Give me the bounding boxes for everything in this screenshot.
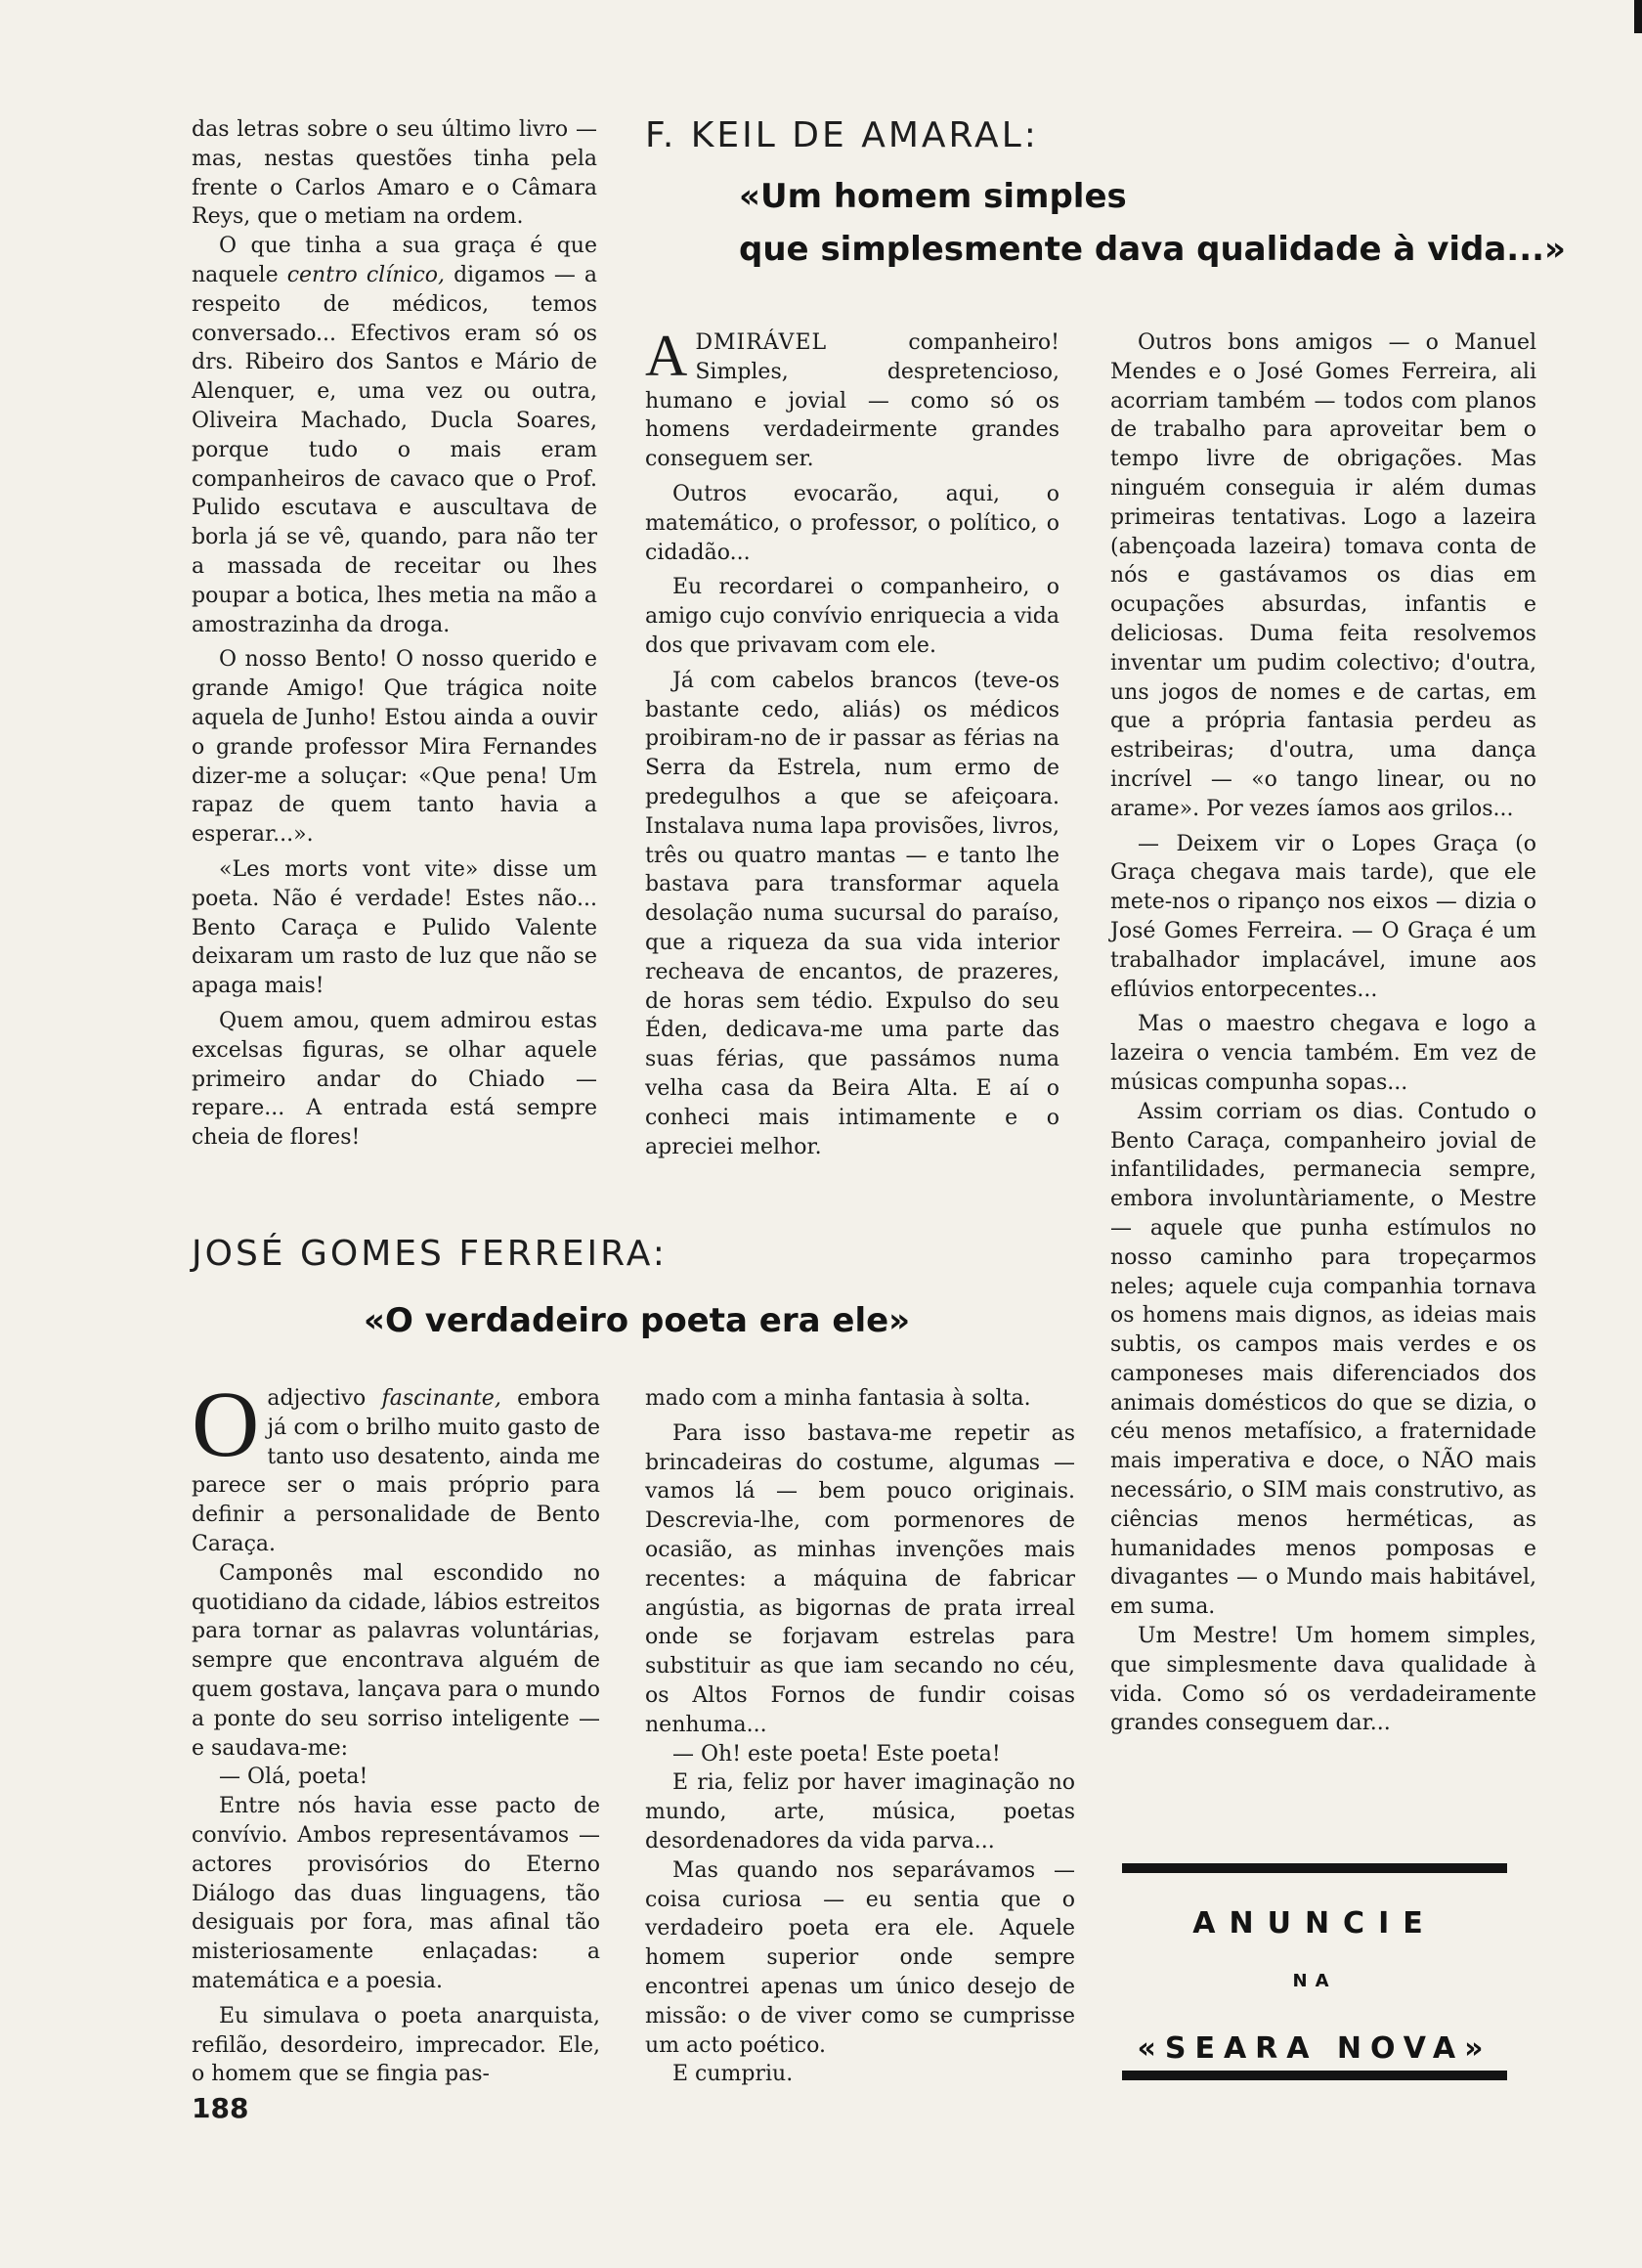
- paragraph: Para isso bastava-me repetir as brincadeiras do costume, algumas — vamos lá — bem pouco originais. Descrevia-lhe, com pormenores de ocasião, as minhas invenções mais recentes: a máquina de fabricar angústia, as bigornas de prata irreal onde se forjavam estrelas para substituir as que iam secando no céu, os Altos Fornos de fundir coisas nenhuma...: [645, 1420, 1075, 1737]
- text-run: companheiro! Simples, despretencioso, humano e jovial — como só os homens verdadeirmente grandes conseguem ser.: [645, 330, 1059, 472]
- section-heading-jgf: JOSÉ GOMES FERREIRA:: [192, 1234, 668, 1274]
- paragraph: Entre nós havia esse pacto de convívio. Ambos representávamos — actores provisórios do Eterno Diálogo das duas linguagens, tão desiguais por fora, mas afinal tão misteriosamente enlaçadas: a matemática e a poesia.: [192, 1794, 600, 1993]
- ad-bottom-rule: [1122, 2071, 1507, 2080]
- paragraph: Camponês mal escondido no quotidiano da cidade, lábios estreitos para tornar as palavras voluntárias, sempre que encontrava alguém de quem gostava, lançava para o mundo a ponte do seu sorriso inteligente — e saudava-me:: [192, 1560, 600, 1761]
- drop-cap: O: [192, 1372, 260, 1476]
- paragraph: [645, 324, 1059, 474]
- ad-line-seara-nova: «SEARA NOVA»: [1137, 2031, 1492, 2066]
- drop-cap: A: [645, 324, 688, 388]
- paragraph: — Olá, poeta!: [219, 1765, 368, 1790]
- paragraph: Um Mestre! Um homem simples, que simplesmente dava qualidade à vida. Como só os verdadeiramente grandes conseguem dar...: [1110, 1624, 1536, 1736]
- text-run: digamos — a respeito de médicos, temos conversado... Efectivos eram só os drs. Ribeiro dos Santos e Mário de Alenquer, e, uma vez ou outra, Oliveira Machado, Ducla Soares, porque tudo o mais eram companheiros de cavaco que o Prof. Pulido escutava e auscultava de borla já se vê, quando, para não ter a massada de receitar ou lhes poupar a botica, lhes metia na mão a amostrazinha da droga.: [192, 262, 598, 637]
- page-number: 188: [192, 2092, 249, 2124]
- column-continuation: [192, 115, 597, 1153]
- paragraph: Quem amou, quem admirou estas excelsas figuras, se olhar aquele primeiro andar do Chiado — repare... A entrada está sempre cheia de flores!: [192, 1008, 597, 1151]
- column-jgf-2: [645, 1384, 1075, 2089]
- ad-line-na: NA: [1292, 1971, 1337, 1991]
- text-run: O que tinha a sua graça é que naquele: [192, 234, 597, 287]
- paragraph: — Deixem vir o Lopes Graça (o Graça chegava mais tarde), que ele mete-nos o ripanço nos eixos — dizia o José Gomes Ferreira. — O Graça é um trabalhador implacável, imune aos eflúvios entorpecentes...: [1110, 831, 1536, 1002]
- paragraph: das letras sobre o seu último livro — mas, nestas questões tinha pela frente o Carlos Amaro e o Câmara Reys, que o metiam na ordem.: [192, 117, 597, 230]
- page-edge-mark: [1634, 0, 1642, 33]
- ad-line-anuncie: ANUNCIE: [1192, 1906, 1437, 1941]
- paragraph: Mas quando nos separávamos — coisa curiosa — eu sentia que o verdadeiro poeta era ele. Aquele homem superior onde sempre encontrei apenas um único desejo de missão: o de viver como se cumprisse um acto poético.: [645, 1857, 1075, 2058]
- paragraph: O nosso Bento! O nosso querido e grande Amigo! Que trágica noite aquela de Junho! Estou ainda a ouvir o grande professor Mira Fernandes dizer-me a soluçar: «Que pena! Um rapaz de quem tanto havia a esperar...».: [192, 647, 597, 848]
- section-heading-keil: F. KEIL DE AMARAL:: [645, 115, 1039, 155]
- paragraph: Assim corriam os dias. Contudo o Bento Caraça, companheiro jovial de infantilidades, permanecia sempre, embora involuntàriamente, o Mestre — aquele que punha estímulos no nosso caminho para tropeçarmos neles; aquele cuja companhia tornava os homens mais dignos, as ideias mais subtis, os campos mais verdes e os camponeses mais diferenciados dos animais domésticos do que se dizia, o céu menos metafísico, a fraternidade mais imperativa e doce, o NÃO mais necessário, o SIM mais construtivo, as ciências menos herméticas, as humanidades menos pomposas e divagantes — o Mundo mais habitável, em suma.: [1110, 1099, 1536, 1620]
- paragraph: Eu simulava o poeta anarquista, refilão, desordeiro, imprecador. Ele, o homem que se fingia pas-: [192, 2003, 600, 2087]
- text-run: adjectivo: [267, 1386, 367, 1411]
- column-keil-1: [645, 324, 1059, 1161]
- paragraph: mado com a minha fantasia à solta.: [645, 1386, 1031, 1411]
- paragraph: «Les morts vont vite» disse um poeta. Não é verdade! Estes não... Bento Caraça e Pulido Valente deixaram um rasto de luz que não se apaga mais!: [192, 856, 597, 999]
- text-run: embora já com o brilho muito gasto de tanto uso desatento, ainda me parece ser o mais próprio para definir a personalidade de Bento Caraça.: [192, 1386, 600, 1556]
- paragraph: [192, 1372, 600, 1559]
- ad-top-rule: [1122, 1863, 1507, 1873]
- paragraph: Outros evocarão, aqui, o matemático, o professor, o político, o cidadão...: [645, 481, 1059, 565]
- paragraph: E ria, feliz por haver imaginação no mundo, arte, música, poetas desordenadores da vida parva...: [645, 1770, 1075, 1854]
- column-jgf-1: [192, 1372, 600, 2089]
- paragraph: Mas o maestro chegava e logo a lazeira o vencia também. Em vez de músicas compunha sopas...: [1110, 1012, 1536, 1095]
- paragraph: E cumpriu.: [672, 2062, 794, 2087]
- paragraph: Já com cabelos brancos (teve-os bastante cedo, aliás) os médicos proibiram-no de ir passar as férias na Serra da Estrela, num ermo de predegulhos a que se afeiçoara. Instalava numa lapa provisões, livros, três ou quatro mantas — e tanto lhe bastava para transformar aquela desolação numa sucursal do paraíso, que a riqueza da sua vida interior recheava de encantos, de prazeres, de horas sem tédio. Expulso do seu Éden, dedicava-me uma parte das suas férias, que passámos numa velha casa da Beira Alta. E aí o conheci mais intimamente e o apreciei melhor.: [645, 668, 1059, 1159]
- article-subtitle-jgf: «O verdadeiro poeta era ele»: [364, 1301, 911, 1340]
- paragraph: Outros bons amigos — o Manuel Mendes e o José Gomes Ferreira, ali acorriam também — todos com planos de trabalho para aproveitar bem o tempo livre de obrigações. Mas ninguém conseguia ir além dumas primeiras tentativas. Logo a lazeira (abençoada lazeira) tomava conta de nós e gastávamos os dias em ocupações absurdas, infantis e deliciosas. Duma feita resolvemos inventar um pudim colectivo; d'outra, uns jogos de nomes e de cartas, em que a própria fantasia perdeu as estribeiras; d'outra, uma dança incrível — «o tango linear, ou no arame». Por vezes íamos aos grilos...: [1110, 330, 1536, 821]
- emphasis: fascinante,: [381, 1386, 501, 1411]
- paragraph: [192, 232, 597, 639]
- emphasis: centro clínico,: [286, 262, 446, 287]
- paragraph: — Oh! este poeta! Este poeta!: [672, 1741, 1001, 1766]
- subtitle-line: que simplesmente dava qualidade à vida...»: [739, 230, 1567, 269]
- column-keil-2: [1110, 328, 1536, 1738]
- paragraph: Eu recordarei o companheiro, o amigo cujo convívio enriquecia a vida dos que privavam com ele.: [645, 575, 1059, 658]
- subtitle-line: «Um homem simples: [739, 177, 1127, 216]
- first-word: DMIRÁVEL: [695, 330, 828, 355]
- article-subtitle-keil: [739, 170, 1566, 276]
